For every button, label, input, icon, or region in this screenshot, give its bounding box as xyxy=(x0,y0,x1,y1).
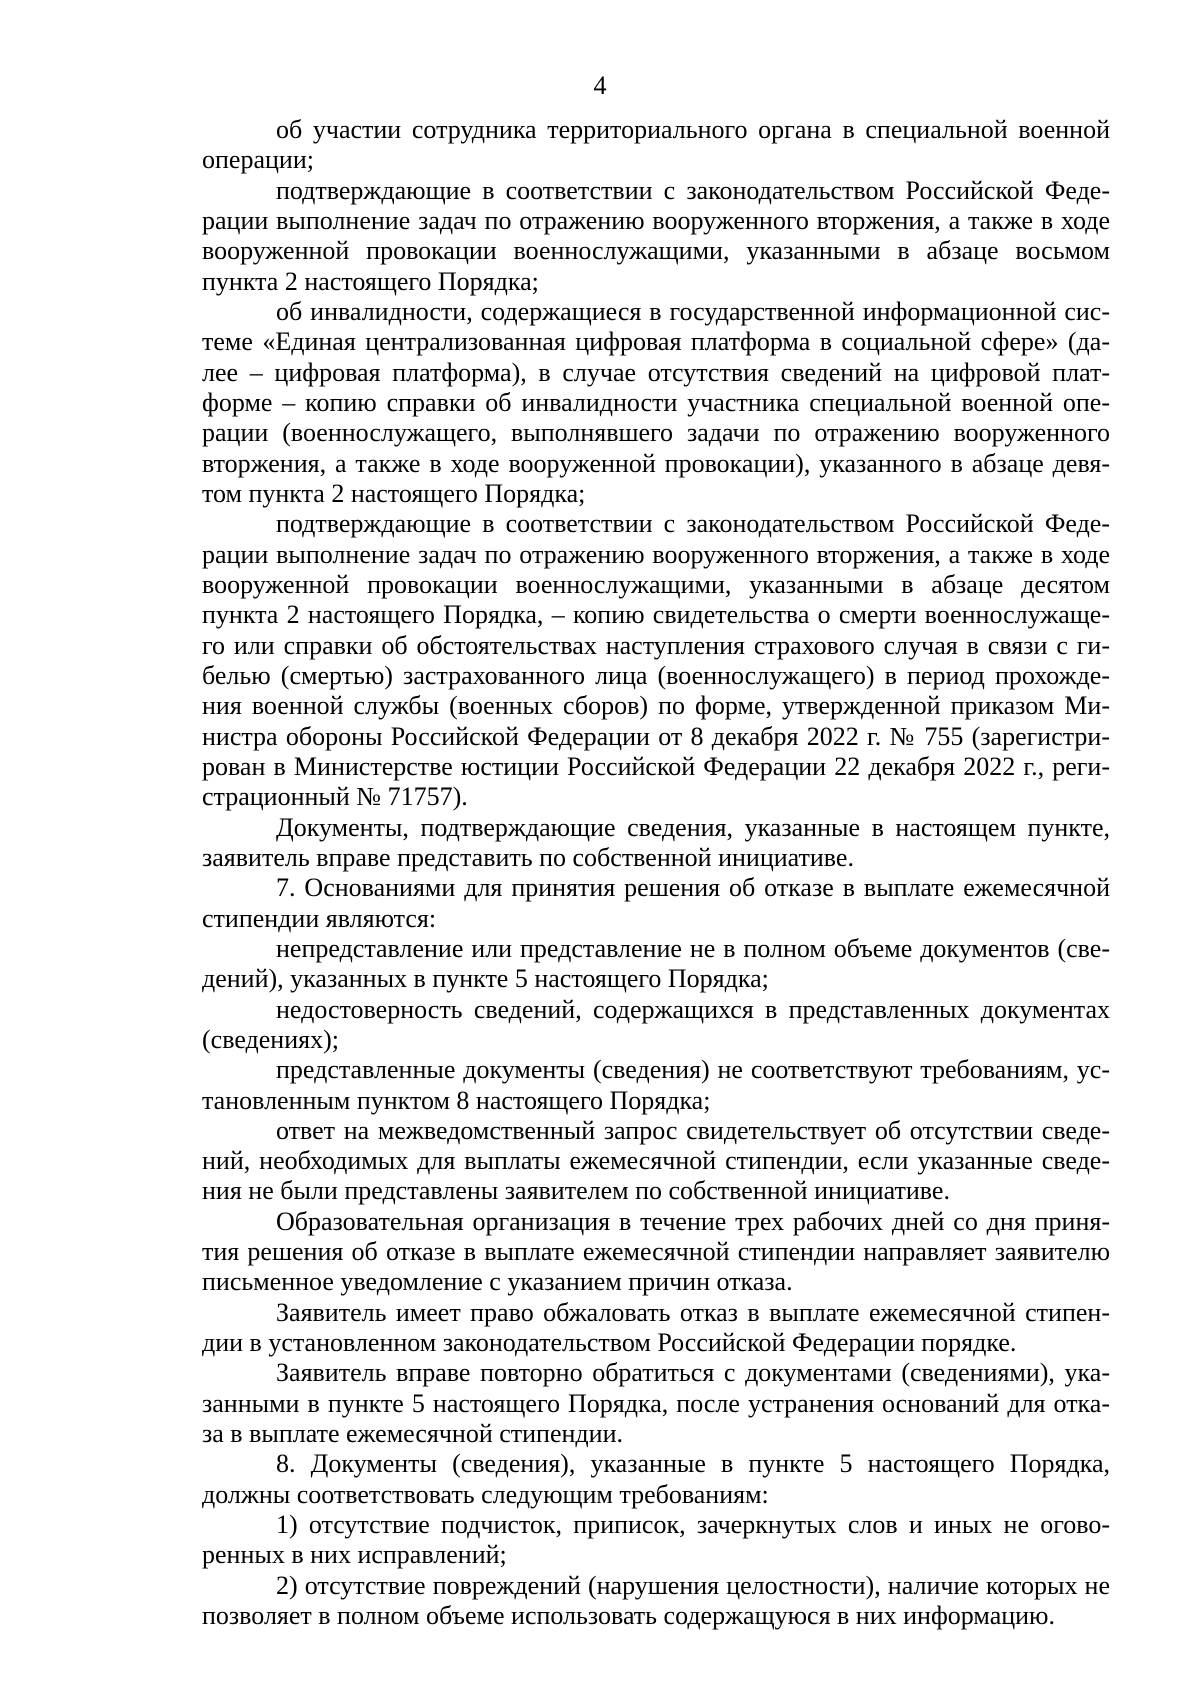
text-line: ответ на межведомственный запрос свидетельствует об отсутствии сведе- xyxy=(276,1115,1110,1145)
text-line: вооруженной провокации военнослужащими, указанными в абзаце десятом xyxy=(202,569,1110,599)
text-line: вооруженной провокации военнослужащими, указанными в абзаце восьмом xyxy=(202,236,1110,266)
text-line: лее – цифровая платформа), в случае отсутствия сведений на цифровой плат- xyxy=(202,357,1110,387)
text-line: ния не были представлены заявителем по собственной инициативе. xyxy=(202,1176,950,1206)
text-line: (сведениях); xyxy=(202,1024,339,1054)
paragraph xyxy=(202,1449,1110,1510)
paragraph xyxy=(202,1298,1110,1359)
text-line: рации выполнение задач по отражению вооруженного вторжения, а также в ходе xyxy=(202,539,1110,569)
text-line: дии в установленном законодательством Российской Федерации порядке. xyxy=(202,1328,1017,1358)
text-line: белью (смертью) застрахованного лица (военнослужащего) в период прохожде- xyxy=(202,660,1110,690)
text-line: вторжения, а также в ходе вооруженной провокации), указанного в абзаце девя- xyxy=(202,448,1110,478)
paragraph xyxy=(202,873,1110,934)
text-line: том пункта 2 настоящего Порядка; xyxy=(202,478,586,508)
text-line: тия решения об отказе в выплате ежемесячной стипендии направляет заявителю xyxy=(202,1237,1110,1267)
text-line: теме «Единая централизованная цифровая платформа в социальной сфере» (да- xyxy=(202,327,1110,357)
paragraph xyxy=(202,297,1110,509)
paragraph xyxy=(202,1571,1110,1632)
text-line: Документы, подтверждающие сведения, указанные в настоящем пункте, xyxy=(276,812,1110,842)
text-line: операции; xyxy=(202,145,314,175)
text-line: об инвалидности, содержащиеся в государственной информационной сис- xyxy=(276,296,1110,326)
text-line: ния военной службы (военных сборов) по форме, утвержденной приказом Ми- xyxy=(202,691,1110,721)
text-line: го или справки об обстоятельствах наступления страхового случая в связи с ги- xyxy=(202,630,1110,660)
text-line: 2) отсутствие повреждений (нарушения целостности), наличие которых не xyxy=(276,1570,1110,1600)
text-line: рации выполнение задач по отражению вооруженного вторжения, а также в ходе xyxy=(202,205,1110,235)
text-line: занными в пункте 5 настоящего Порядка, после устранения оснований для отка- xyxy=(202,1388,1110,1418)
text-line: 1) отсутствие подчисток, приписок, зачеркнутых слов и иных не огово- xyxy=(276,1510,1110,1540)
text-line: Образовательная организация в течение трех рабочих дней со дня приня- xyxy=(276,1206,1110,1236)
page-number: 4 xyxy=(593,71,607,100)
text-line: рации (военнослужащего, выполнявшего задачи по отражению вооруженного xyxy=(202,418,1110,448)
text-line: ренных в них исправлений; xyxy=(202,1540,507,1570)
paragraph xyxy=(202,1510,1110,1571)
text-line: пункта 2 настоящего Порядка; xyxy=(202,266,539,296)
text-line: Заявитель имеет право обжаловать отказ в выплате ежемесячной стипен- xyxy=(276,1297,1110,1327)
text-line: ний, необходимых для выплаты ежемесячной стипендии, если указанные сведе- xyxy=(202,1146,1110,1176)
paragraph xyxy=(202,509,1110,812)
text-line: страционный № 71757). xyxy=(202,782,468,812)
paragraph xyxy=(202,995,1110,1056)
paragraph xyxy=(202,1116,1110,1207)
paragraph xyxy=(202,176,1110,297)
paragraph xyxy=(202,1358,1110,1449)
text-line: представленные документы (сведения) не соответствуют требованиям, ус- xyxy=(276,1055,1110,1085)
text-line: 7. Основаниями для принятия решения об отказе в выплате ежемесячной xyxy=(276,873,1110,903)
text-line: письменное уведомление с указанием причин отказа. xyxy=(202,1267,793,1297)
text-line: форме – копию справки об инвалидности участника специальной военной опе- xyxy=(202,387,1110,417)
text-line: подтверждающие в соответствии с законодательством Российской Феде- xyxy=(276,175,1110,205)
paragraph xyxy=(202,1207,1110,1298)
text-line: тановленным пунктом 8 настоящего Порядка; xyxy=(202,1085,711,1115)
text-line: за в выплате ежемесячной стипендии. xyxy=(202,1419,623,1449)
document-body xyxy=(202,115,1110,1631)
text-line: нистра обороны Российской Федерации от 8 декабря 2022 г. № 755 (зарегистри- xyxy=(202,721,1110,751)
text-line: рован в Министерстве юстиции Российской Федерации 22 декабря 2022 г., реги- xyxy=(202,751,1110,781)
text-line: об участии сотрудника территориального органа в специальной военной xyxy=(276,115,1110,144)
paragraph xyxy=(202,813,1110,874)
text-line: пункта 2 настоящего Порядка, – копию свидетельства о смерти военнослужаще- xyxy=(202,600,1110,630)
text-line: подтверждающие в соответствии с законодательством Российской Феде- xyxy=(276,509,1110,539)
paragraph xyxy=(202,934,1110,995)
text-line: позволяет в полном объеме использовать содержащуюся в них информацию. xyxy=(202,1601,1055,1631)
text-line: дений), указанных в пункте 5 настоящего Порядка; xyxy=(202,964,769,994)
text-line: недостоверность сведений, содержащихся в представленных документах xyxy=(276,994,1110,1024)
text-line: заявитель вправе представить по собственной инициативе. xyxy=(202,842,854,872)
text-line: Заявитель вправе повторно обратиться с документами (сведениями), ука- xyxy=(276,1358,1110,1388)
text-line: стипендии являются: xyxy=(202,903,437,933)
paragraph xyxy=(202,1055,1110,1116)
text-line: 8. Документы (сведения), указанные в пункте 5 настоящего Порядка, xyxy=(276,1449,1110,1479)
text-line: должны соответствовать следующим требованиям: xyxy=(202,1479,769,1509)
paragraph xyxy=(202,115,1110,176)
text-line: непредставление или представление не в полном объеме документов (све- xyxy=(276,933,1110,963)
